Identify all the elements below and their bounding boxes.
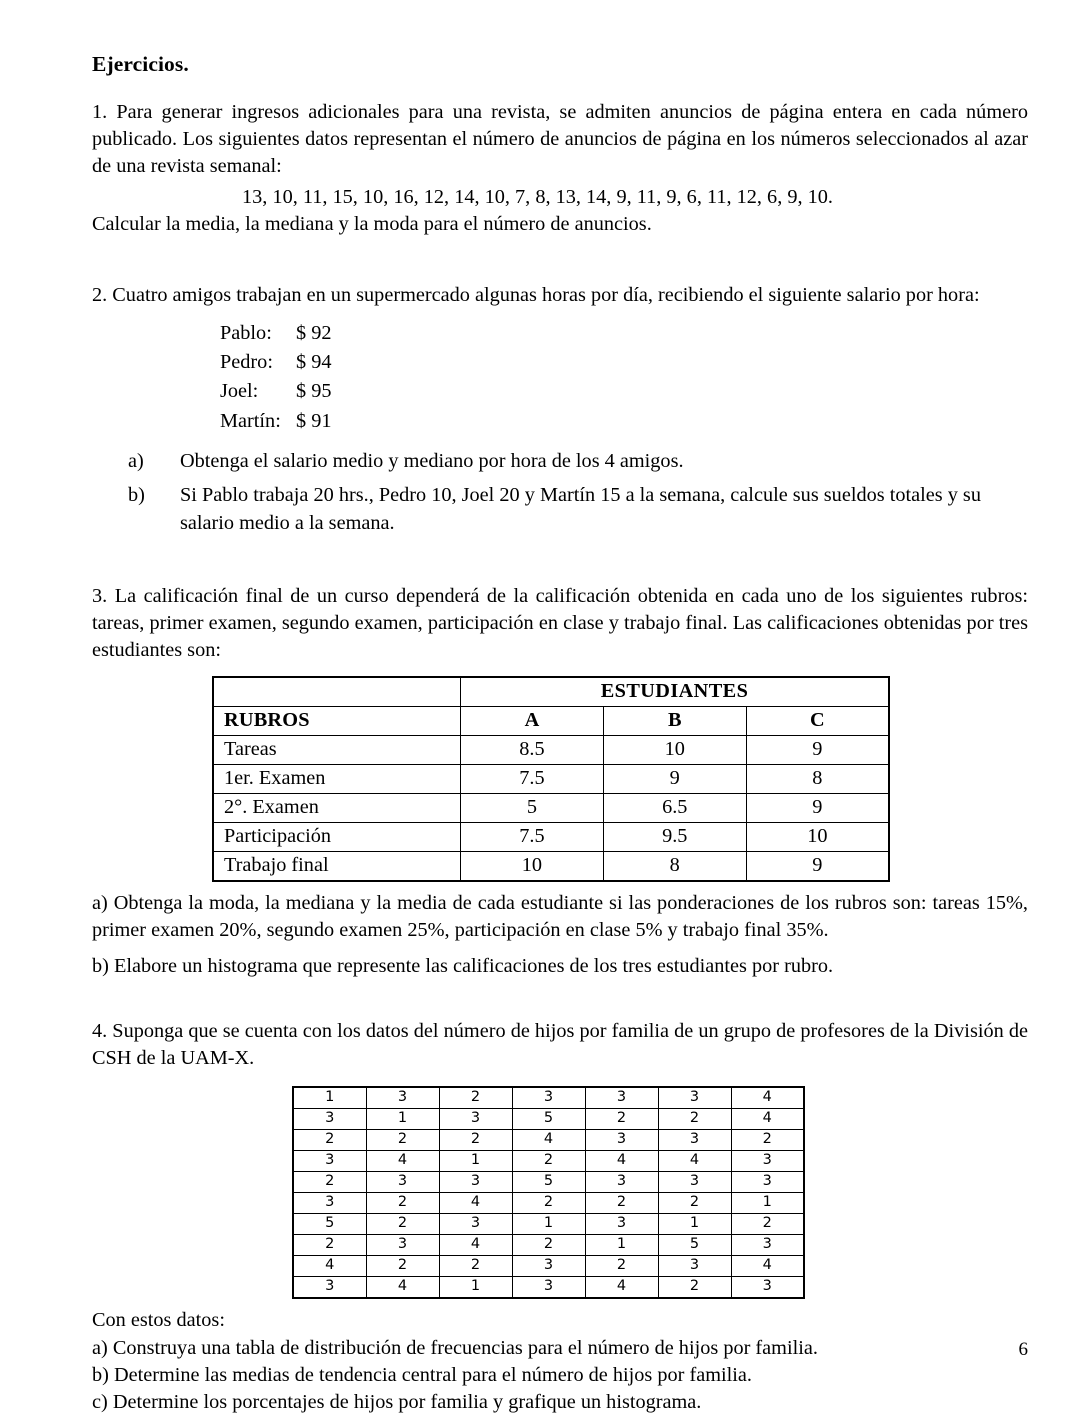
exercise-3-item-a: a) Obtenga la moda, la mediana y la media de cada estudiante si las ponderaciones de los rubros son: tareas 15%, primer examen 20%, segundo examen 25%, participación en clase 5% y trabajo final 35%. — [92, 891, 1028, 941]
grade-cell: 5 — [461, 793, 604, 822]
data-cell: 3 — [585, 1130, 658, 1151]
students-group-header: ESTUDIANTES — [461, 677, 890, 707]
table-row — [293, 1087, 804, 1109]
data-cell: 3 — [658, 1172, 731, 1193]
data-cell: 2 — [366, 1193, 439, 1214]
salary-amount: $ 95 — [296, 380, 332, 403]
data-cell: 2 — [512, 1151, 585, 1172]
data-cell: 1 — [585, 1235, 658, 1256]
table-row — [213, 793, 889, 822]
exercise-3 — [92, 583, 1028, 981]
exercise-2-salary-list — [92, 319, 1028, 436]
data-cell: 5 — [658, 1235, 731, 1256]
data-cell: 2 — [585, 1256, 658, 1277]
exercise-4-statement: 4. Suponga que se cuenta con los datos del número de hijos por familia de un grupo de profesores de la División de CSH de la UAM-X. — [92, 1020, 1028, 1070]
data-cell: 3 — [658, 1256, 731, 1277]
data-cell: 4 — [366, 1277, 439, 1299]
data-cell: 5 — [293, 1214, 366, 1235]
table-row — [293, 1277, 804, 1299]
table-row — [213, 735, 889, 764]
data-cell: 3 — [512, 1277, 585, 1299]
salary-name: Pedro: — [220, 351, 273, 374]
data-cell: 2 — [658, 1109, 731, 1130]
page-content — [92, 52, 1028, 1416]
data-cell: 2 — [731, 1130, 804, 1151]
data-cell: 3 — [293, 1151, 366, 1172]
data-cell: 4 — [293, 1256, 366, 1277]
data-cell: 1 — [439, 1277, 512, 1299]
data-cell: 4 — [731, 1087, 804, 1109]
grade-cell: 9.5 — [603, 822, 746, 851]
table-row — [293, 1256, 804, 1277]
data-cell: 2 — [439, 1087, 512, 1109]
grade-cell: 7.5 — [461, 822, 604, 851]
exercise-4-closing-item-a: a) Construya una tabla de distribución de frecuencias para el número de hijos por familia. — [92, 1336, 818, 1359]
data-cell: 2 — [731, 1214, 804, 1235]
data-cell: 3 — [439, 1214, 512, 1235]
salary-name: Joel: — [220, 380, 259, 403]
list-item — [128, 482, 1028, 537]
table-row — [293, 1172, 804, 1193]
data-cell: 5 — [512, 1109, 585, 1130]
grade-cell: 10 — [461, 851, 604, 881]
data-cell: 1 — [658, 1214, 731, 1235]
list-item — [128, 448, 1028, 476]
data-cell: 4 — [731, 1109, 804, 1130]
salary-amount: $ 92 — [296, 321, 332, 344]
data-cell: 3 — [658, 1130, 731, 1151]
salary-amount: $ 91 — [296, 409, 332, 432]
table-row — [293, 1193, 804, 1214]
data-cell: 3 — [366, 1235, 439, 1256]
data-cell: 3 — [731, 1151, 804, 1172]
table-row — [213, 822, 889, 851]
grade-cell: 7.5 — [461, 764, 604, 793]
rubro-label: 1er. Examen — [213, 764, 461, 793]
data-cell: 1 — [439, 1151, 512, 1172]
data-cell: 2 — [512, 1193, 585, 1214]
exercise-4-closing-intro: Con estos datos: — [92, 1309, 225, 1332]
grades-table-container — [92, 676, 1028, 882]
data-cell: 4 — [439, 1193, 512, 1214]
data-cell: 1 — [731, 1193, 804, 1214]
data-cell: 2 — [585, 1193, 658, 1214]
spacer — [92, 882, 1028, 890]
table-row — [293, 1151, 804, 1172]
exercise-1-statement: 1. Para generar ingresos adicionales para una revista, se admiten anuncios de página entera en cada número publicado. Los siguientes datos representan el número de anuncios de página en los números seleccionados al azar de una revista semanal: — [92, 101, 1028, 177]
data-cell: 2 — [366, 1214, 439, 1235]
item-marker: b) — [128, 484, 145, 507]
data-cell: 2 — [585, 1109, 658, 1130]
data-cell: 4 — [512, 1130, 585, 1151]
exercise-3-item-b: b) Elabore un histograma que represente las calificaciones de los tres estudiantes por rubro. — [92, 955, 834, 978]
grade-cell: 8.5 — [461, 735, 604, 764]
grade-cell: 10 — [603, 735, 746, 764]
exercise-4-closing-item-c: c) Determine los porcentajes de hijos por familia y grafique un histograma. — [92, 1391, 702, 1413]
grade-cell: 6.5 — [603, 793, 746, 822]
data-cell: 2 — [439, 1130, 512, 1151]
student-column-a: A — [461, 706, 604, 735]
table-row — [293, 1130, 804, 1151]
data-cell: 3 — [512, 1087, 585, 1109]
item-text: Si Pablo trabaja 20 hrs., Pedro 10, Joel 20 y Martín 15 a la semana, calcule sus sueldos totales y su salario medio a la semana. — [180, 484, 981, 534]
data-cell: 3 — [658, 1087, 731, 1109]
data-cell: 1 — [293, 1087, 366, 1109]
grades-table — [212, 676, 890, 882]
rubros-header: RUBROS — [213, 706, 461, 735]
spacer — [92, 545, 1028, 583]
table-row — [213, 851, 889, 881]
spacer — [92, 238, 1028, 282]
data-cell: 3 — [366, 1172, 439, 1193]
rubro-label: 2°. Examen — [213, 793, 461, 822]
data-cell: 3 — [293, 1193, 366, 1214]
list-item — [220, 319, 1028, 348]
data-cell: 3 — [293, 1109, 366, 1130]
data-cell: 2 — [293, 1172, 366, 1193]
grade-cell: 9 — [746, 851, 889, 881]
data-cell: 3 — [439, 1172, 512, 1193]
data-cell: 2 — [512, 1235, 585, 1256]
list-item — [220, 377, 1028, 406]
exercise-4-closing-item-b: b) Determine las medias de tendencia central para el número de hijos por familia. — [92, 1363, 753, 1386]
exercise-1-data-values: 13, 10, 11, 15, 10, 16, 12, 14, 10, 7, 8, 13, 14, 9, 11, 9, 6, 11, 12, 6, 9, 10. — [242, 185, 833, 208]
data-cell: 3 — [585, 1087, 658, 1109]
exercise-2-subitems — [92, 448, 1028, 538]
data-cell: 4 — [366, 1151, 439, 1172]
data-cell: 2 — [439, 1256, 512, 1277]
item-marker: a) — [128, 449, 144, 472]
data-cell: 1 — [512, 1214, 585, 1235]
grade-cell: 9 — [603, 764, 746, 793]
data-cell: 2 — [366, 1130, 439, 1151]
table-row — [213, 706, 889, 735]
salary-name: Pablo: — [220, 321, 272, 344]
data-cell: 3 — [512, 1256, 585, 1277]
spacer — [92, 1299, 1028, 1307]
page-number: 6 — [1018, 1339, 1028, 1360]
grade-cell: 9 — [746, 793, 889, 822]
data-cell: 2 — [366, 1256, 439, 1277]
spacer — [92, 980, 1028, 1018]
table-row — [213, 677, 889, 707]
data-cell: 3 — [731, 1277, 804, 1299]
table-row — [293, 1214, 804, 1235]
data-cell: 3 — [585, 1172, 658, 1193]
grade-cell: 9 — [746, 735, 889, 764]
children-data-grid — [292, 1086, 805, 1299]
exercise-1-question: Calcular la media, la mediana y la moda para el número de anuncios. — [92, 212, 652, 235]
data-cell: 5 — [512, 1172, 585, 1193]
grade-cell: 10 — [746, 822, 889, 851]
children-data-grid-container — [92, 1086, 1028, 1299]
table-row — [293, 1109, 804, 1130]
exercise-4 — [92, 1018, 1028, 1416]
data-cell: 3 — [585, 1214, 658, 1235]
student-column-b: B — [603, 706, 746, 735]
empty-corner-cell — [213, 677, 461, 707]
salary-name: Martín: — [220, 409, 281, 432]
grade-cell: 8 — [603, 851, 746, 881]
rubro-label: Trabajo final — [213, 851, 461, 881]
data-cell: 4 — [439, 1235, 512, 1256]
data-cell: 4 — [731, 1256, 804, 1277]
data-cell: 2 — [293, 1235, 366, 1256]
data-cell: 4 — [585, 1151, 658, 1172]
item-text: Obtenga el salario medio y mediano por hora de los 4 amigos. — [180, 449, 684, 472]
data-cell: 3 — [366, 1087, 439, 1109]
salary-amount: $ 94 — [296, 351, 332, 374]
data-cell: 3 — [293, 1277, 366, 1299]
data-cell: 4 — [658, 1151, 731, 1172]
rubro-label: Tareas — [213, 735, 461, 764]
data-cell: 1 — [366, 1109, 439, 1130]
exercise-1 — [92, 99, 1028, 238]
data-cell: 2 — [293, 1130, 366, 1151]
data-cell: 3 — [731, 1172, 804, 1193]
data-cell: 2 — [658, 1193, 731, 1214]
table-row — [293, 1235, 804, 1256]
list-item — [220, 407, 1028, 436]
student-column-c: C — [746, 706, 889, 735]
exercise-2-statement: 2. Cuatro amigos trabajan en un supermercado algunas horas por día, recibiendo el siguiente salario por hora: — [92, 283, 980, 306]
data-cell: 3 — [731, 1235, 804, 1256]
list-item — [220, 348, 1028, 377]
table-row — [213, 764, 889, 793]
page-title: Ejercicios. — [92, 52, 189, 76]
rubro-label: Participación — [213, 822, 461, 851]
data-cell: 2 — [658, 1277, 731, 1299]
exercise-3-statement: 3. La calificación final de un curso dependerá de la calificación obtenida en cada uno de los siguientes rubros: tareas, primer examen, segundo examen, participación en clase y trabajo final. Las calificaciones obtenidas por tres estudiantes son: — [92, 584, 1028, 661]
data-cell: 4 — [585, 1277, 658, 1299]
data-cell: 3 — [439, 1109, 512, 1130]
exercise-2 — [92, 282, 1028, 538]
grade-cell: 8 — [746, 764, 889, 793]
